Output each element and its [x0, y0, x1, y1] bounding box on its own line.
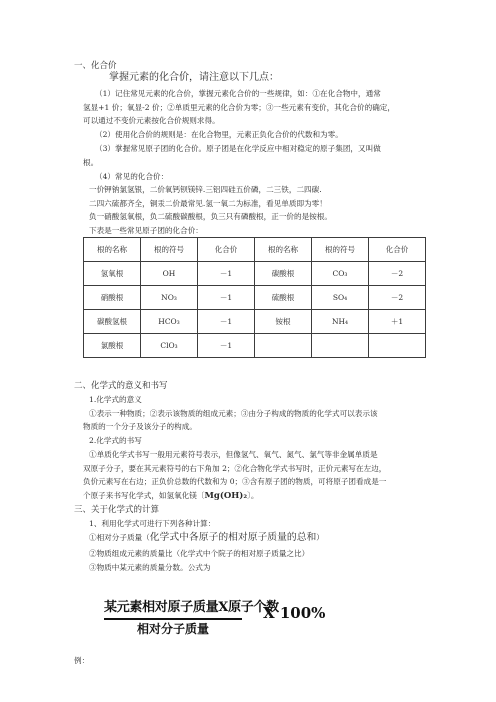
s3-c: ③物质中某元素的质量分数。公式为 [89, 563, 211, 572]
para-1-line-1: （1）记住常见元素的化合价，掌握元素化合价的一些规律，如：①在化合物中，通常 [95, 89, 381, 98]
table-cell: －1 [198, 310, 255, 334]
table-header-cell: 根的符号 [141, 238, 198, 262]
table-caption: 下表是一些常见原子团的化合价： [89, 226, 203, 235]
table-cell: NO₃ [141, 286, 198, 310]
table-row [84, 286, 426, 310]
para-1-line-3: 可以通过不变价元素按化合价规则求得。 [83, 116, 220, 125]
table-cell: HCO₃ [141, 310, 198, 334]
table-header-cell: 根的符号 [312, 238, 369, 262]
table-cell: 碳酸根 [255, 262, 312, 286]
table-cell: 碳酸氢根 [84, 310, 141, 334]
table-cell: SO₄ [312, 286, 369, 310]
s2-2-line-4-post: 〕。 [247, 491, 259, 500]
rhyme-line-2: 二四六硫都齐全，铜汞二价最常见.氢一氧二为标准，看见单质即为零！ [89, 199, 327, 208]
formula-numerator: 某元素相对原子质量X原子个数 [104, 600, 279, 615]
formula-times-100: X 100% [263, 604, 326, 622]
table-cell: －2 [369, 262, 426, 286]
table-cell: OH [141, 262, 198, 286]
example-label: 例： [74, 656, 90, 665]
formula-denominator: 相对分子质量 [136, 621, 209, 636]
table-cell [255, 334, 312, 358]
table-cell: －1 [198, 262, 255, 286]
table-cell [312, 334, 369, 358]
section-1-heading: 一、化合价 [74, 61, 117, 71]
rhyme-line-1: 一价钾钠氯氢银，二价氧钙钡镁锌.三铝四硅五价磷，二三铁，二四碳. [89, 185, 322, 194]
rhyme-line-3: 负一硝酸氢氧根，负二硫酸碳酸根，负三只有磷酸根，正一价的是铵根。 [89, 212, 332, 221]
s2-2-line-1: ①单质化学式书写一般用元素符号表示，但像氢气、氧气、氮气、氯气等非金属单质是 [89, 450, 378, 459]
table-cell [369, 334, 426, 358]
table-header-row [84, 238, 426, 262]
table-header-cell: 根的名称 [84, 238, 141, 262]
s2-1-title: 1.化学式的意义 [89, 395, 142, 404]
table-cell: ClO₃ [141, 334, 198, 358]
para-3-line-1: （3）掌握常见原子团的化合价。原子团是在化学反应中相对稳定的原子集团，又叫做 [95, 144, 381, 153]
s2-1-line-2: 物质的一个分子及该分子的构成。 [83, 422, 197, 431]
table-header-cell: 根的名称 [255, 238, 312, 262]
mass-fraction-formula [104, 600, 279, 636]
s2-2-line-4-pre: 个原子来书写化学式，如氢氧化镁〔 [83, 491, 205, 500]
s3-1: 1、利用化学式可进行下列各种计算： [89, 519, 216, 528]
magnesium-hydroxide-formula: Mg(OH)₂ [204, 491, 248, 501]
s2-2-line-2: 双原子分子，要在其元素符号的右下角加 2；②化合物化学式书写时，正价元素写在左边， [83, 464, 387, 473]
intro-line: 掌握元素的化合价，请注意以下几点： [109, 72, 279, 83]
table-row [84, 310, 426, 334]
s3-a [89, 532, 324, 544]
table-cell: －2 [369, 286, 426, 310]
table-cell: 硫酸根 [255, 286, 312, 310]
para-3-line-2: 根。 [83, 158, 99, 167]
para-4-title: （4）常见的化合价： [95, 172, 169, 181]
fraction-bar [104, 618, 242, 620]
table-cell: 氯酸根 [84, 334, 141, 358]
table-cell: ＋1 [369, 310, 426, 334]
section-2-heading: 二、化学式的意义和书写 [74, 381, 168, 391]
table-cell: 氢氧根 [84, 262, 141, 286]
table-cell: －1 [198, 286, 255, 310]
section-3-heading: 三、关于化学式的计算 [74, 505, 160, 515]
table-cell: CO₃ [312, 262, 369, 286]
s3-a-post: ） [316, 533, 324, 542]
para-2: （2）使用化合价的规则是：在化合物里，元素正负化合价的代数和为零。 [95, 130, 343, 139]
s3-a-definition: 化学式中各原子的相对原子质量的总和 [149, 532, 317, 543]
s2-2-line-3: 负价元素写在右边；正负价总数的代数和为 0；③含有原子团的物质，可将原子团看成是一 [83, 477, 387, 486]
table-cell: 铵根 [255, 310, 312, 334]
table-cell: 硝酸根 [84, 286, 141, 310]
table-row [84, 262, 426, 286]
valence-table [83, 237, 426, 358]
s2-2-title: 2.化学式的书写 [89, 436, 142, 445]
table-header-cell: 化合价 [198, 238, 255, 262]
para-1-line-2: 氢显+1 价；氧显-2 价；②单质里元素的化合价为零；③一些元素有变价，其化合价的确定， [83, 103, 395, 112]
s2-2-line-4 [83, 490, 258, 502]
s3-b: ②物质组成元素的质量比（化学式中个院子的相对原子质量之比） [89, 549, 310, 558]
s3-a-pre: ①相对分子质量（ [89, 533, 150, 542]
table-cell: －1 [198, 334, 255, 358]
table-cell: NH₄ [312, 310, 369, 334]
s2-1-line-1: ①表示一种物质；②表示该物质的组成元素；③由分子构成的物质的化学式可以表示该 [89, 409, 378, 418]
table-row [84, 334, 426, 358]
table-header-cell: 化合价 [369, 238, 426, 262]
